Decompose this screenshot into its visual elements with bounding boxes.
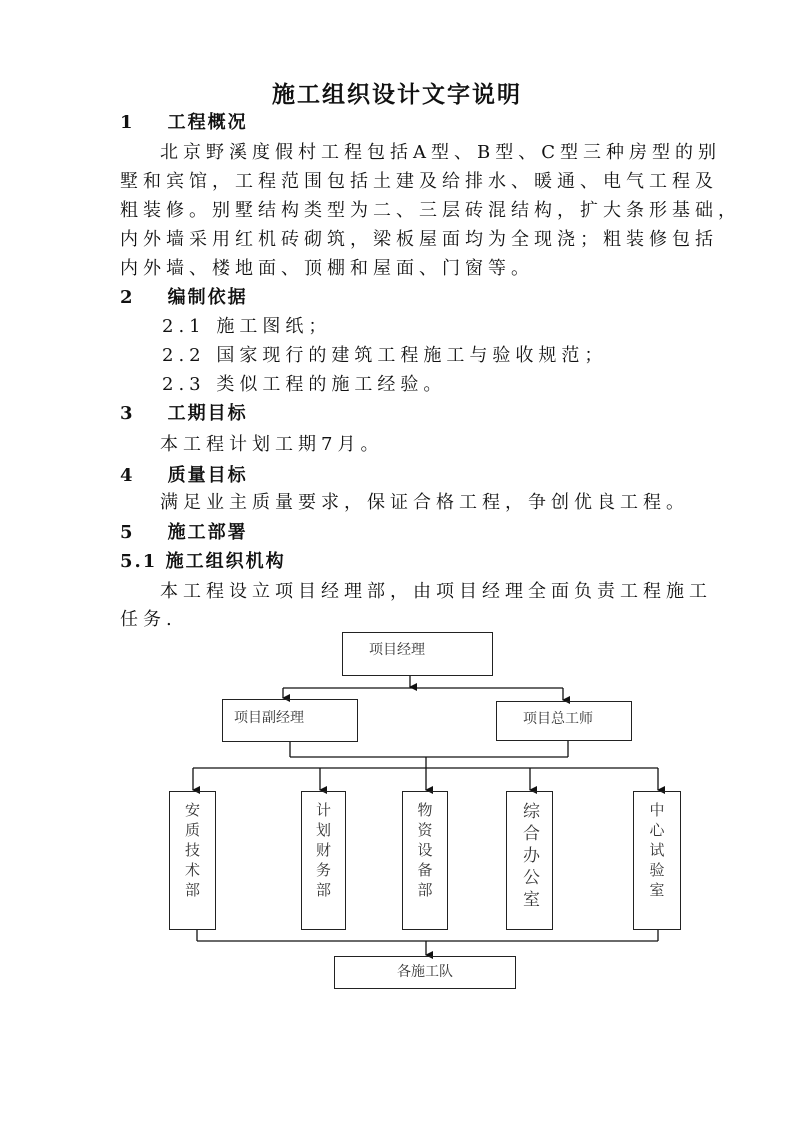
paragraph-line: 内外墙采用红机砖砌筑，梁板屋面均为全现浇；粗装修包括: [120, 229, 718, 250]
org-node-project-manager: [342, 632, 493, 676]
paragraph-line: 粗装修。别墅结构类型为二、三层砖混结构，扩大条形基础，: [120, 200, 741, 221]
section-number: 3: [120, 403, 135, 424]
node-label: 项目经理: [369, 642, 425, 658]
org-node-department: [301, 791, 346, 930]
org-node-department: [169, 791, 216, 930]
list-item: 2.2 国家现行的建筑工程施工与验收规范；: [162, 345, 608, 366]
paragraph-line: 内外墙、楼地面、顶棚和屋面、门窗等。: [120, 258, 534, 279]
paragraph-line: 北京野溪度假村工程包括A型、B型、C型三种房型的别: [160, 142, 721, 163]
node-label: 计划财务部: [314, 802, 332, 902]
org-node-department: [506, 791, 553, 930]
paragraph-line: 本工程设立项目经理部，由项目经理全面负责工程施工: [160, 581, 712, 602]
org-node-deputy-manager: [222, 699, 358, 742]
section-title: 工程概况: [167, 112, 248, 133]
section-title: 施工部署: [167, 522, 248, 543]
paragraph-line: 墅和宾馆，工程范围包括土建及给排水、暖通、电气工程及: [120, 171, 718, 192]
section-number: 5: [120, 522, 135, 543]
section-number: 1: [120, 112, 135, 133]
paragraph-line: 满足业主质量要求，保证合格工程，争创优良工程。: [160, 492, 689, 513]
section-title: 质量目标: [167, 465, 248, 486]
page-title: 施工组织设计文字说明: [272, 81, 522, 108]
section-number: 2: [120, 287, 135, 308]
paragraph-line: 本工程计划工期7月。: [160, 434, 384, 455]
section-title: 工期目标: [167, 403, 248, 424]
node-label: 中心试验室: [647, 802, 666, 902]
node-label: 安质技术部: [183, 802, 201, 902]
section-title: 编制依据: [167, 287, 248, 308]
list-item: 2.1 施工图纸；: [162, 316, 332, 337]
list-item: 2.3 类似工程的施工经验。: [162, 374, 447, 395]
node-label: 项目总工师: [523, 711, 593, 727]
section-number: 4: [120, 465, 135, 486]
node-label: 各施工队: [397, 964, 453, 980]
paragraph-line: 任务.: [120, 609, 177, 630]
org-node-construction-teams: [334, 956, 516, 989]
org-node-department: [633, 791, 681, 930]
node-label: 综合办公室: [519, 802, 539, 912]
node-label: 项目副经理: [234, 710, 304, 726]
org-node-chief-engineer: [496, 701, 632, 741]
node-label: 物资设备部: [415, 802, 434, 902]
org-node-department: [402, 791, 448, 930]
section-5-1-heading: 5.1 施工组织机构: [120, 551, 286, 572]
